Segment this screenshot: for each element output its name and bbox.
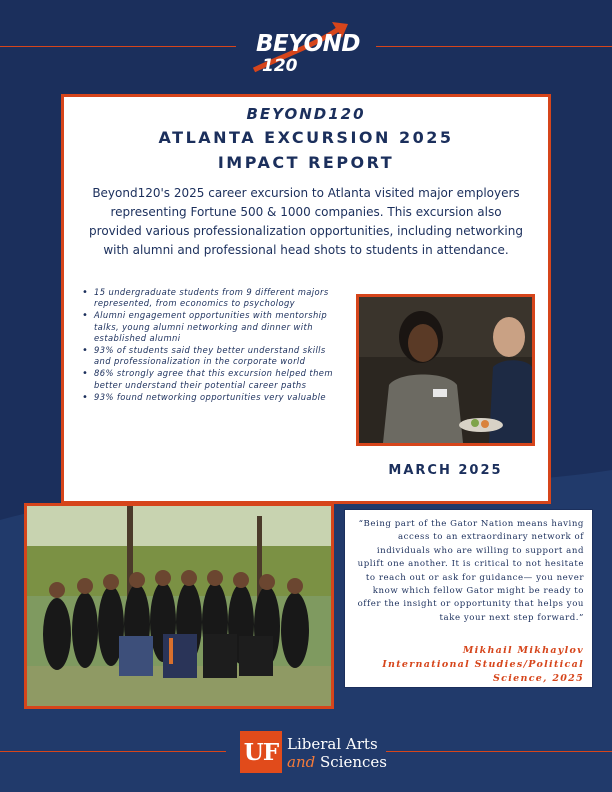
testimonial-program: International Studies/Political Science, 2025 <box>382 659 584 684</box>
college-name-line2 <box>287 753 387 771</box>
college-name-line1: Liberal Arts <box>287 735 378 753</box>
testimonial-box <box>344 509 593 688</box>
logo-text-120: 120 <box>262 56 298 76</box>
intro-paragraph: Beyond120's 2025 career excursion to Atlanta visited major employers representing Fortune 500 & 1000 companies. This excursion also provided various professionalization opportunities, including networking with alumni and professional head shots to students in attendance. <box>89 186 523 257</box>
college-name-sciences: Sciences <box>320 753 387 771</box>
networking-photo <box>356 294 535 446</box>
brand-label: BEYOND120 <box>246 105 366 123</box>
report-subtitle: IMPACT REPORT <box>217 153 395 172</box>
impact-list <box>80 287 344 404</box>
college-name-and: and <box>287 753 316 771</box>
footer-rule-right <box>386 751 612 752</box>
list-item: • 15 undergraduate students from 9 different majors represented, from economics to psychology <box>94 287 344 310</box>
report-date: MARCH 2025 <box>388 463 503 478</box>
report-title: ATLANTA EXCURSION 2025 <box>158 128 454 147</box>
beyond120-logo <box>248 18 368 74</box>
list-item: • 93% found networking opportunities very valuable <box>94 392 344 403</box>
list-item: • 93% of students said they better understand skills and professionalization in the corporate world <box>94 345 344 368</box>
testimonial-name: Mikhail Mikhaylov <box>462 645 584 656</box>
header-rule-right <box>376 46 612 47</box>
uf-liberal-arts-logo <box>240 731 387 773</box>
uf-mark-text: UF <box>243 739 279 766</box>
list-item: • 86% strongly agree that this excursion helped them better understand their potential career paths <box>94 368 344 391</box>
uf-mark <box>240 731 282 773</box>
logo-text-beyond: BEYOND <box>256 31 360 57</box>
header-rule-left <box>0 46 236 47</box>
group-photo <box>24 503 334 709</box>
footer-rule-left <box>0 751 226 752</box>
testimonial-attribution <box>354 644 584 686</box>
testimonial-quote: “Being part of the Gator Nation means having access to an extraordinary network of individuals who are willing to support and uplift one another. It is critical to not hesitate to reach out or ask for guidance— you never know which fellow Gator might be ready to offer the insight or opportunity that helps you take your next step forward.” <box>357 519 584 623</box>
list-item: • Alumni engagement opportunities with mentorship talks, young alumni networking and dinner with established alumni <box>94 310 344 344</box>
